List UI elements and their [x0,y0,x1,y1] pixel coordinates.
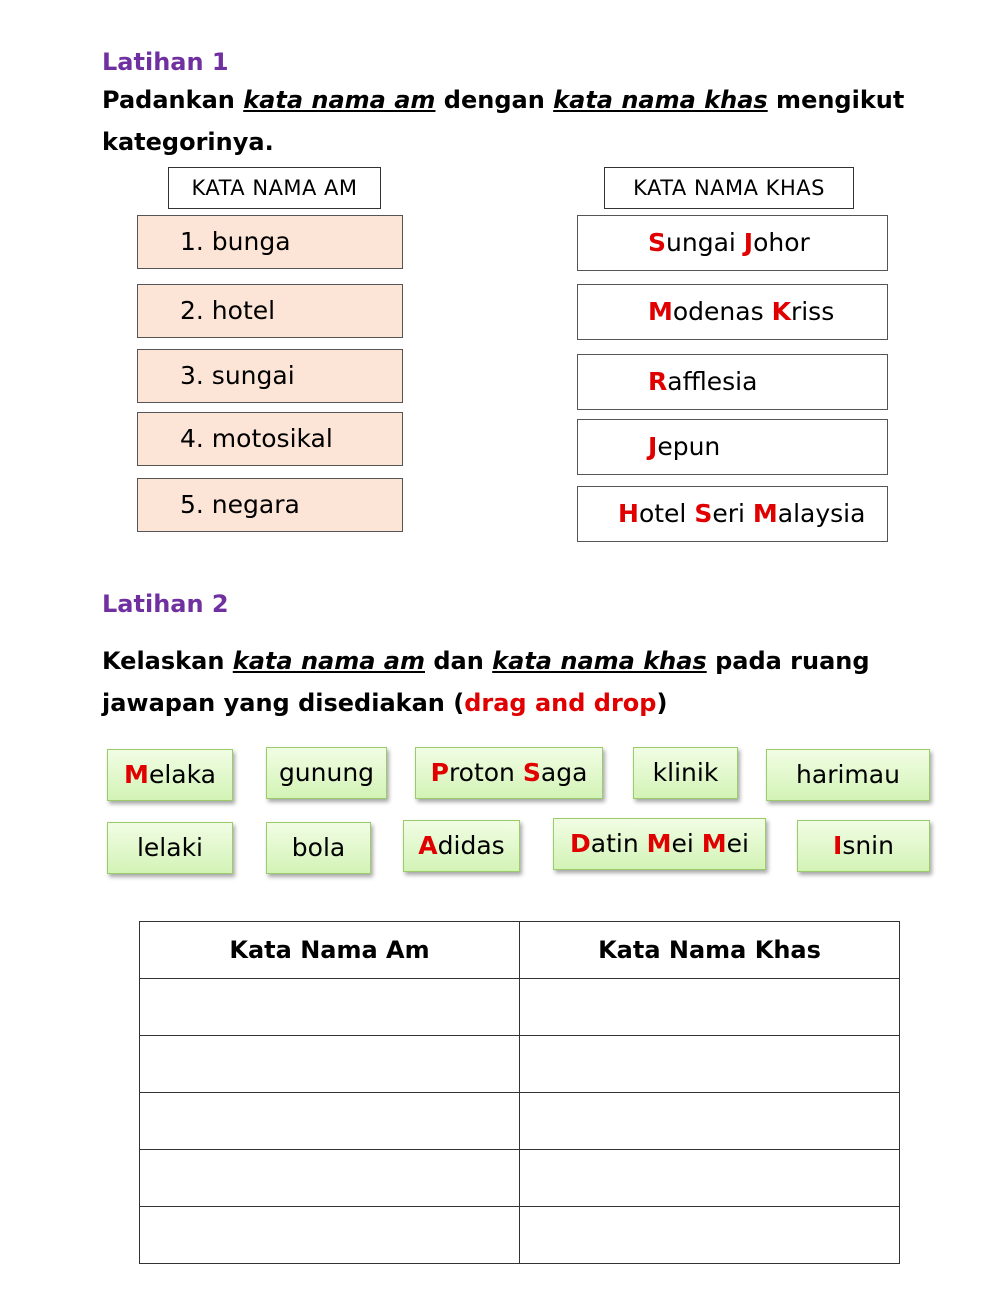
khas-item-5[interactable]: Hotel Seri Malaysia [577,486,888,542]
table-row [140,1093,900,1150]
khas-item-2[interactable]: Modenas Kriss [577,284,888,340]
drop-zone-khas[interactable] [520,1093,900,1150]
am-item-5[interactable]: 5. negara [137,478,403,532]
drop-zone-am[interactable] [140,1036,520,1093]
table-row [140,1036,900,1093]
chip-gunung[interactable]: gunung [266,747,387,799]
latihan2-instruction: Kelaskan kata nama am dan kata nama khas pada ruang jawapan yang disediakan (drag and drop) [102,647,870,717]
chip-bola[interactable]: bola [266,822,371,874]
table-row [140,1150,900,1207]
drop-zone-khas[interactable] [520,1036,900,1093]
drop-zone-am[interactable] [140,979,520,1036]
drop-zone-am[interactable] [140,1093,520,1150]
chip-proton-saga[interactable]: Proton Saga [415,747,603,799]
chip-isnin[interactable]: Isnin [797,820,930,872]
chip-klinik[interactable]: klinik [633,747,738,799]
am-item-3[interactable]: 3. sungai [137,349,403,403]
latihan1-instruction: Padankan kata nama am dengan kata nama khas mengikut kategorinya. [102,86,905,156]
table-row [140,1207,900,1264]
chip-datin-mei-mei[interactable]: Datin Mei Mei [553,818,766,870]
khas-item-1[interactable]: Sungai Johor [577,215,888,271]
chip-lelaki[interactable]: lelaki [107,822,233,874]
latihan1-heading: Latihan 1 [102,48,229,76]
drop-zone-am[interactable] [140,1207,520,1264]
chip-harimau[interactable]: harimau [766,749,930,801]
kata-nama-am-header: KATA NAMA AM [168,167,381,209]
drop-zone-khas[interactable] [520,1207,900,1264]
khas-item-3[interactable]: Rafflesia [577,354,888,410]
drop-zone-am[interactable] [140,1150,520,1207]
header-kata-nama-khas: Kata Nama Khas [520,922,900,979]
am-item-2[interactable]: 2. hotel [137,284,403,338]
table-row [140,979,900,1036]
am-item-1[interactable]: 1. bunga [137,215,403,269]
answer-table-header [140,922,900,979]
drop-zone-khas[interactable] [520,1150,900,1207]
khas-item-4[interactable]: Jepun [577,419,888,475]
header-kata-nama-am: Kata Nama Am [140,922,520,979]
kata-nama-khas-header: KATA NAMA KHAS [604,167,854,209]
am-item-4[interactable]: 4. motosikal [137,412,403,466]
chip-melaka[interactable]: Melaka [107,749,233,801]
chip-adidas[interactable]: Adidas [403,820,520,872]
latihan2-heading: Latihan 2 [102,590,229,618]
answer-table [139,921,900,1264]
drop-zone-khas[interactable] [520,979,900,1036]
